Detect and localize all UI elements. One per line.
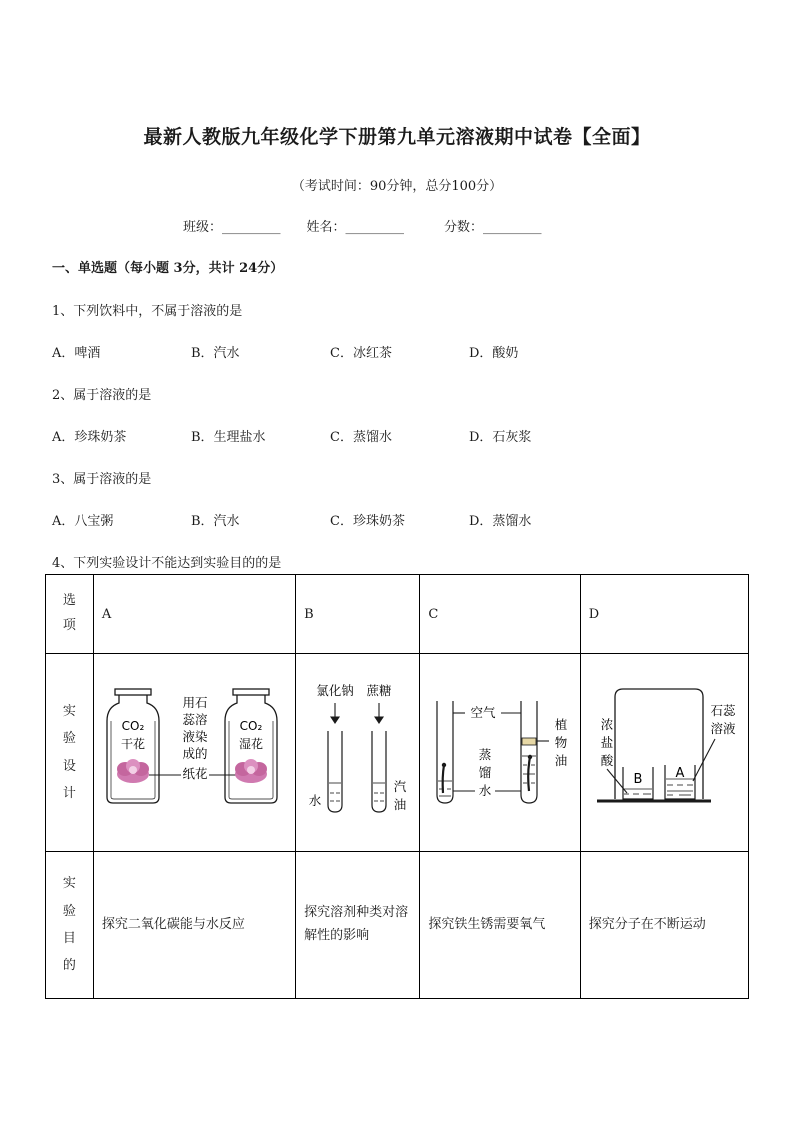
- question-4-stem: 4、下列实验设计不能达到实验目的的是: [52, 556, 282, 571]
- table-row: [46, 575, 749, 654]
- score-field[interactable]: 分数：_________: [444, 220, 542, 235]
- water-line-2: 馏: [478, 764, 492, 780]
- column-header-b[interactable]: B: [296, 575, 420, 654]
- acid-line-1: 浓: [601, 716, 614, 732]
- test-tube-gasoline: [372, 731, 386, 812]
- acid-line-2: 盐: [601, 734, 614, 750]
- test-tube-air: [437, 701, 453, 803]
- litmus-line-2: 溶液: [710, 720, 736, 736]
- figure-a-cell: [93, 654, 295, 852]
- section-heading: 一、单选题（每小题 3分，共计 24分）: [52, 261, 284, 276]
- question-1-option-a[interactable]: A．啤酒: [52, 346, 101, 361]
- name-field[interactable]: 姓名：_________: [306, 220, 405, 235]
- figure-a-jars: [97, 681, 293, 821]
- test-tube-water: [328, 731, 342, 812]
- row-label-design: 实 验 设 计: [46, 654, 94, 852]
- experiment-table: [45, 574, 749, 999]
- beaker-b-label: B: [633, 771, 643, 787]
- question-3-option-b[interactable]: B．汽水: [191, 514, 240, 529]
- question-1-option-c[interactable]: C．冰红茶: [330, 346, 392, 361]
- row-label-option: 选 项: [46, 575, 94, 654]
- table-row: [46, 654, 749, 852]
- page-title: 最新人教版九年级化学下册第九单元溶液期中试卷【全面】: [143, 126, 651, 148]
- wet-flower-icon: [235, 759, 267, 783]
- caption-line-1: 用石: [181, 694, 208, 710]
- acid-line-3: 酸: [601, 752, 614, 768]
- exam-info: （考试时间：90分钟，总分100分）: [291, 179, 503, 194]
- question-3-option-d[interactable]: D．蒸馏水: [469, 514, 532, 529]
- figure-b-cell: [296, 654, 420, 852]
- question-3-stem: 3、属于溶液的是: [52, 472, 152, 487]
- air-label: 空气: [470, 704, 496, 720]
- dry-flower-icon: [117, 759, 149, 783]
- jar2-flower-label: 湿花: [238, 736, 263, 751]
- iron-nail-icon: [528, 754, 532, 790]
- solute-2-label: 蔗糖: [366, 682, 392, 698]
- row-label-purpose: 实 验 目 的: [46, 852, 94, 999]
- solvent-2-line-2: 油: [393, 796, 407, 812]
- student-info-line: [183, 216, 542, 235]
- solvent-1-label: 水: [308, 792, 322, 808]
- figure-d-cell: [580, 654, 748, 852]
- class-field[interactable]: 班级：_________: [183, 220, 281, 235]
- caption-line-3: 液染: [181, 728, 208, 744]
- oil-line-2: 物: [554, 734, 568, 750]
- litmus-line-1: 石蕊: [710, 702, 736, 718]
- iron-nail-icon: [442, 762, 446, 792]
- oil-line-3: 油: [554, 752, 568, 768]
- water-line-3: 水: [478, 782, 492, 798]
- purpose-a: 探究二氧化碳能与水反应: [93, 852, 295, 999]
- column-header-c[interactable]: C: [420, 575, 580, 654]
- purpose-c: 探究铁生锈需要氧气: [420, 852, 580, 999]
- figure-d-bell-jar: [583, 681, 745, 821]
- purpose-d: 探究分子在不断运动: [580, 852, 748, 999]
- jar1-gas-label: CO₂: [121, 718, 144, 733]
- question-1-option-d[interactable]: D．酸奶: [469, 346, 519, 361]
- question-2-option-a[interactable]: A．珍珠奶茶: [52, 430, 127, 445]
- bell-jar: [615, 689, 703, 799]
- beaker-a-label: A: [675, 765, 685, 781]
- arrow-down-icon: [375, 703, 383, 723]
- caption-line-4: 成的: [181, 745, 208, 761]
- solvent-2-line-1: 汽: [393, 778, 407, 794]
- column-header-d[interactable]: D: [580, 575, 748, 654]
- arrow-down-icon: [331, 703, 339, 723]
- figure-c-cell: [420, 654, 580, 852]
- question-2-option-c[interactable]: C．蒸馏水: [330, 430, 392, 445]
- question-1-stem: 1、下列饮料中，不属于溶液的是: [52, 304, 243, 319]
- figure-c-tubes: [423, 681, 577, 821]
- column-header-a[interactable]: A: [93, 575, 295, 654]
- oil-line-1: 植: [554, 716, 568, 732]
- jar2-gas-label: CO₂: [239, 718, 262, 733]
- question-3-option-a[interactable]: A．八宝粥: [52, 514, 114, 529]
- water-line-1: 蒸: [478, 746, 492, 762]
- question-2-option-d[interactable]: D．石灰浆: [469, 430, 532, 445]
- table-row: [46, 852, 749, 999]
- purpose-b: 探究溶剂种类对溶解性的影响: [296, 852, 420, 999]
- question-2-option-b[interactable]: B．生理盐水: [191, 430, 266, 445]
- question-2-stem: 2、属于溶液的是: [52, 388, 152, 403]
- figure-b-tubes: [299, 681, 417, 821]
- question-3-option-c[interactable]: C．珍珠奶茶: [330, 514, 405, 529]
- caption-line-5: 纸花: [181, 765, 208, 781]
- solute-1-label: 氯化钠: [316, 682, 354, 698]
- jar1-flower-label: 干花: [120, 736, 145, 751]
- question-1-option-b[interactable]: B．汽水: [191, 346, 240, 361]
- caption-line-2: 蕊溶: [181, 711, 208, 727]
